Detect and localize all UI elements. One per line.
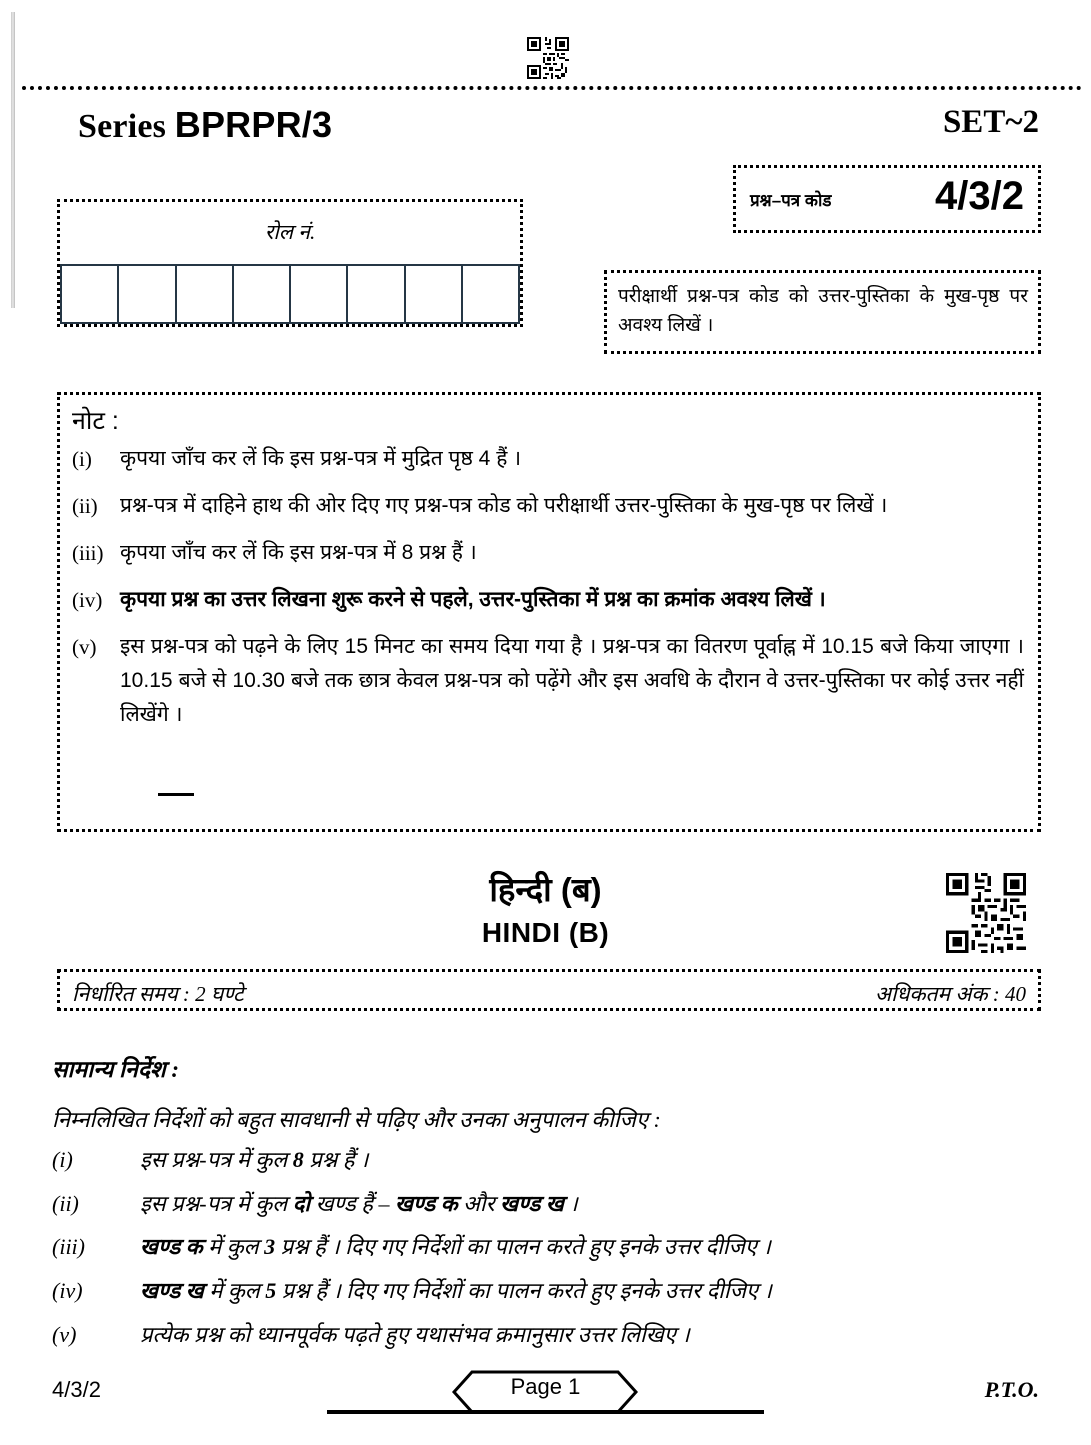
note-item-number: (v) xyxy=(72,635,97,660)
scan-edge-artifact xyxy=(11,12,15,308)
qr-code-top-icon xyxy=(527,36,569,80)
note-item xyxy=(72,442,1024,476)
footer-page-indicator xyxy=(0,1370,1091,1404)
allotted-time: निर्धारित समय : 2 घण्टे xyxy=(72,982,244,1006)
general-instruction-text: खण्ड क में कुल 3 प्रश्न हैं । दिए गए निर्देशों का पालन करते हुए इनके उत्तर दीजिए । xyxy=(140,1234,771,1260)
note-title: नोट : xyxy=(72,407,119,435)
series-code: BPRPR/3 xyxy=(174,104,333,145)
note-item xyxy=(72,583,1024,617)
general-instruction-text: प्रत्येक प्रश्न को ध्यानपूर्वक पढ़ते हुए यथासंभव क्रमानुसार उत्तर लिखिए । xyxy=(140,1321,690,1347)
footer-pto: P.T.O. xyxy=(984,1377,1039,1402)
general-instructions-intro: निम्नलिखित निर्देशों को बहुत सावधानी से पढ़िए और उनका अनुपालन कीजिए : xyxy=(52,1107,661,1132)
general-instruction-number: (iii) xyxy=(52,1234,85,1260)
note-item-number: (iii) xyxy=(72,541,104,566)
footer-rule xyxy=(327,1410,764,1414)
general-instruction-item xyxy=(52,1145,1041,1175)
subject-title-hindi: हिन्दी (ब) xyxy=(489,871,602,908)
paper-code-notice-text: परीक्षार्थी प्रश्न-पत्र कोड को उत्तर-पुस्तिका के मुख-पृष्ठ पर अवश्य लिखें । xyxy=(618,286,1028,336)
paper-code-notice-box xyxy=(604,270,1041,354)
note-item xyxy=(72,630,1024,732)
roll-number-cell[interactable] xyxy=(175,264,232,324)
roll-number-cell[interactable] xyxy=(232,264,289,324)
page-label: Page 1 xyxy=(510,1374,581,1399)
page-hexagon xyxy=(467,1370,625,1404)
note-item-text: कृपया प्रश्न का उत्तर लिखना शुरू करने से पहले, उत्तर-पुस्तिका में प्रश्न का क्रमांक अवश्य लिखें । xyxy=(120,588,826,612)
roll-number-label: रोल नं. xyxy=(264,220,316,244)
general-instructions-list xyxy=(52,1145,1041,1363)
roll-number-cell[interactable] xyxy=(289,264,346,324)
top-dotted-rule xyxy=(22,86,1082,90)
general-instruction-text: इस प्रश्न-पत्र में कुल दो खण्ड हैं – खण्ड क और खण्ड ख । xyxy=(140,1190,578,1216)
general-instruction-number: (i) xyxy=(52,1147,73,1172)
footer-paper-code: 4/3/2 xyxy=(52,1377,101,1402)
note-box xyxy=(57,392,1041,832)
general-instruction-number: (ii) xyxy=(52,1190,79,1216)
series-label: Series xyxy=(78,108,167,145)
roll-number-box xyxy=(57,199,523,327)
paper-code-box xyxy=(733,165,1041,233)
general-instruction-item xyxy=(52,1320,1041,1350)
time-marks-bar xyxy=(57,969,1041,1011)
general-instruction-text: इस प्रश्न-पत्र में कुल 8 प्रश्न हैं । xyxy=(140,1147,369,1172)
note-item xyxy=(72,536,1024,570)
paper-code-value: 4/3/2 xyxy=(935,174,1024,218)
general-instruction-text: खण्ड ख में कुल 5 प्रश्न हैं । दिए गए निर्देशों का पालन करते हुए इनके उत्तर दीजिए । xyxy=(140,1278,772,1304)
note-items-list xyxy=(72,442,1024,745)
general-instruction-number: (v) xyxy=(52,1321,77,1347)
set-number: SET~2 xyxy=(942,104,1039,140)
note-item xyxy=(72,489,1024,523)
note-item-text: इस प्रश्न-पत्र को पढ़ने के लिए 15 मिनट का समय दिया गया है । प्रश्न-पत्र का वितरण पूर्वाह्न में 10.15 बजे किया जाएगा । 10.15 बजे से 10.30 बजे तक छात्र केवल प्रश्न-पत्र को पढ़ेंगे और इस अवधि के दौरान वे उत्तर-पुस्तिका पर कोई उत्तर नहीं लिखेंगे । xyxy=(120,635,1024,727)
note-item-number: (i) xyxy=(72,447,92,471)
subject-title-english: HINDI (B) xyxy=(481,917,610,948)
note-item-number: (ii) xyxy=(72,494,98,519)
paper-code-label: प्रश्न–पत्र कोड xyxy=(750,191,832,210)
roll-number-cell[interactable] xyxy=(461,264,520,324)
roll-number-cell[interactable] xyxy=(404,264,461,324)
general-instruction-item xyxy=(52,1232,1041,1262)
maximum-marks: अधिकतम अंक : 40 xyxy=(875,982,1026,1006)
note-item-number: (iv) xyxy=(72,588,103,613)
general-instructions-title: सामान्य निर्देश : xyxy=(52,1057,180,1082)
roll-number-cell[interactable] xyxy=(117,264,174,324)
roll-number-cell[interactable] xyxy=(60,264,117,324)
general-instruction-number: (iv) xyxy=(52,1278,83,1304)
qr-code-title-icon xyxy=(938,873,1034,953)
series-heading xyxy=(78,104,332,146)
note-item-text: कृपया जाँच कर लें कि इस प्रश्न-पत्र में 8 प्रश्न हैं । xyxy=(120,541,477,565)
roll-number-cell[interactable] xyxy=(346,264,403,324)
note-item-text: कृपया जाँच कर लें कि इस प्रश्न-पत्र में मुद्रित पृष्ठ 4 हैं । xyxy=(120,447,522,470)
general-instruction-item xyxy=(52,1276,1041,1306)
general-instruction-item xyxy=(52,1189,1041,1219)
note-item-text: प्रश्न-पत्र में दाहिने हाथ की ओर दिए गए प्रश्न-पत्र कोड को परीक्षार्थी उत्तर-पुस्तिका के मुख-पृष्ठ पर लिखें । xyxy=(120,494,888,518)
stray-dash-mark xyxy=(158,793,194,796)
roll-number-cells[interactable] xyxy=(60,264,520,324)
